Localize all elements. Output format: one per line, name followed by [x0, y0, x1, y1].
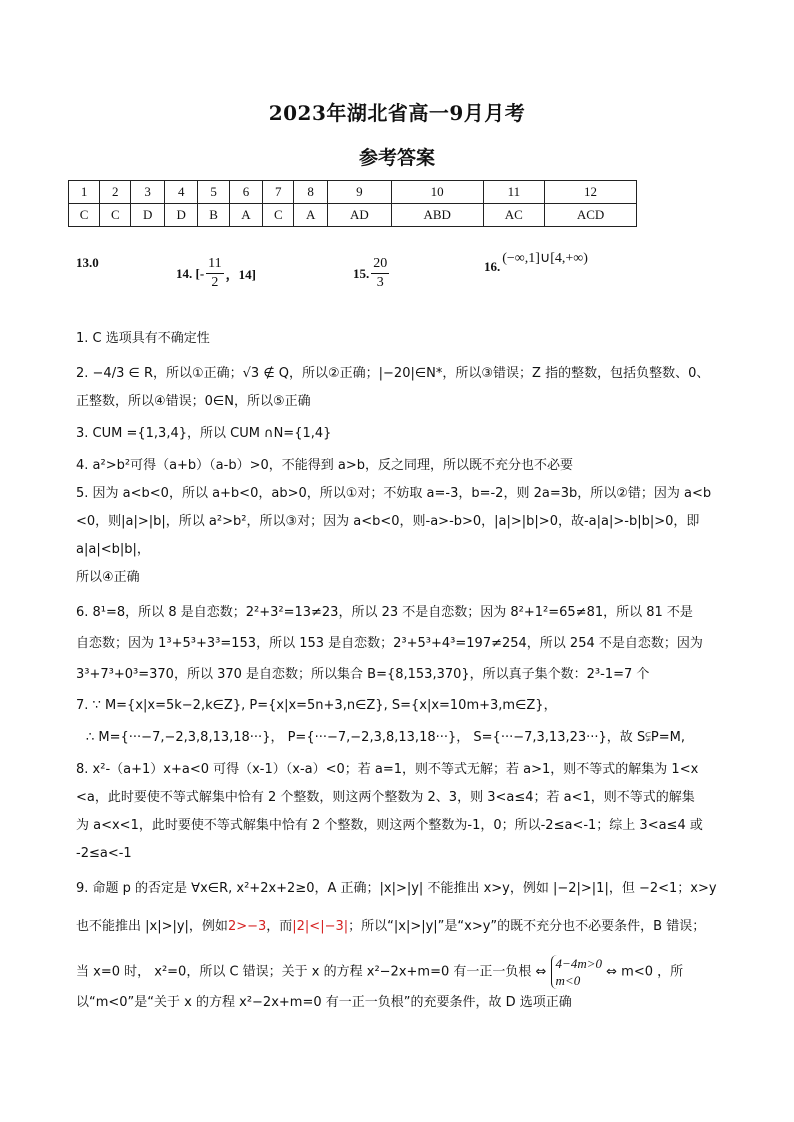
- answer-15-denominator: 3: [376, 275, 384, 290]
- answer-14: [176, 255, 256, 292]
- counterexample-2: |2|<|−3|: [292, 919, 349, 934]
- solution-6-line-2: 自恋数；因为 1³+5³+3³=153，所以 153 是自恋数；2³+5³+4³=197≠254，所以 254 不是自恋数；因为: [76, 636, 703, 651]
- question-number: 8: [294, 181, 328, 204]
- answer-cell: ACD: [545, 204, 637, 227]
- answer-16-prefix: 16.: [484, 258, 501, 274]
- answer-14-numerator: 11: [206, 255, 223, 274]
- inequality-2: m<0: [555, 973, 581, 988]
- answer-15: [353, 255, 391, 292]
- solution-7-line-1: 7. ∵ M={x|x=5k−2,k∈Z}, P={x|x=5n+3,n∈Z}, S={x|x=10m+3,m∈Z}，: [76, 698, 557, 713]
- answer-13-text: 13.0: [76, 255, 99, 270]
- answer-16-value: (−∞,1]∪[4,+∞): [502, 251, 588, 266]
- question-number: 9: [327, 181, 391, 204]
- solution-5-line-3: 所以④正确: [76, 570, 140, 585]
- question-number: 10: [391, 181, 483, 204]
- solution-9-line-3: [76, 955, 722, 989]
- inequality-1: 4−4m>0: [555, 956, 602, 971]
- solution-3: 3. CUM ={1,3,4}，所以 CUM ∩N={1,4}: [76, 426, 332, 441]
- solution-9-line-2: [76, 913, 722, 941]
- solution-2-line-1: 2. −4/3 ∈ R，所以①正确；√3 ∉ Q，所以②正确；|−20|∈N*，所以③错误；Z 指的整数，包括负整数、0、: [76, 366, 710, 381]
- answer-13: [76, 255, 99, 271]
- answer-cell: A: [294, 204, 328, 227]
- solution-9-line-4: 以“m<0”是“关于 x 的方程 x²−2x+m=0 有一正一负根”的充要条件，故 D 选项正确: [76, 995, 572, 1010]
- solution-8-line-4: -2≤a<-1: [76, 846, 132, 861]
- solution-5-line-1: 5. 因为 a<b<0，所以 a+b<0，ab>0，所以①对；不妨取 a=-3，b=-2，则 2a=3b，所以②错；因为 a<b: [76, 486, 712, 501]
- question-number: 3: [131, 181, 165, 204]
- solutions-block: [76, 325, 722, 1017]
- answer-14-prefix: 14. [-: [176, 265, 205, 281]
- answer-15-prefix: 15.: [353, 265, 370, 281]
- question-number: 12: [545, 181, 637, 204]
- solution-9-line-3-part-1: 当 x=0 时， x²=0，所以 C 错误；关于 x 的方程 x²−2x+m=0 有一正一负根 ⇔: [76, 964, 547, 980]
- answer-cell: A: [229, 204, 263, 227]
- question-number: 1: [69, 181, 100, 204]
- answer-cell: AD: [327, 204, 391, 227]
- question-number: 5: [198, 181, 229, 204]
- question-number: 11: [483, 181, 545, 204]
- answer-cell: ABD: [391, 204, 483, 227]
- solution-7-line-2: ∴ M={···−7,−2,3,8,13,18···}， P={···−7,−2,3,8,13,18···}， S={···−7,3,13,23···}，故 S⫋P=M,: [86, 730, 685, 745]
- solution-8-line-3: 为 a<x<1，此时要使不等式解集中恰有 2 个整数，则这两个整数为-1，0；所以-2≤a<-1；综上 3<a≤4 或: [76, 818, 703, 833]
- inequality-system: [551, 955, 602, 989]
- answer-cell: C: [100, 204, 131, 227]
- solution-9-line-2-part-2: ，而: [266, 919, 293, 934]
- answer-14-suffix: ，14]: [225, 267, 256, 282]
- solution-9-line-1: 9. 命题 p 的否定是 ∀x∈R, x²+2x+2≥0，A 正确；|x|>|y| 不能推出 x>y，例如 |−2|>|1|，但 −2<1；x>y: [76, 881, 717, 896]
- solution-9-line-2-part-3: ；所以“|x|>|y|”是“x>y”的既不充分也不必要条件，B 错误；: [348, 919, 706, 934]
- answer-15-fraction: [371, 255, 389, 292]
- counterexample-1: 2>−3: [227, 919, 267, 934]
- answer-cell: D: [131, 204, 165, 227]
- answer-cell: B: [198, 204, 229, 227]
- solution-1: 1. C 选项具有不确定性: [76, 331, 210, 346]
- solution-4: 4. a²>b²可得（a+b）（a-b）>0，不能得到 a>b，反之同理，所以既不充分也不必要: [76, 458, 573, 473]
- answer-14-fraction: [206, 255, 223, 292]
- answer-cell: C: [69, 204, 100, 227]
- solution-8-line-2: <a，此时要使不等式解集中恰有 2 个整数，则这两个整数为 2、3，则 3<a≤4；若 a<1，则不等式的解集: [76, 790, 695, 805]
- question-number: 2: [100, 181, 131, 204]
- answer-table-number-row: [69, 181, 637, 204]
- answer-16: [484, 251, 588, 275]
- solution-9-line-2-part-1: 也不能推出 |x|>|y|，例如: [76, 919, 228, 934]
- answer-cell: AC: [483, 204, 545, 227]
- solution-6-line-3: 3³+7³+0³=370，所以 370 是自恋数；所以集合 B={8,153,370}，所以真子集个数：2³-1=7 个: [76, 667, 650, 682]
- answer-cell: C: [263, 204, 294, 227]
- answer-14-denominator: 2: [211, 275, 219, 290]
- answer-cell: D: [164, 204, 198, 227]
- question-number: 6: [229, 181, 263, 204]
- answer-table: [68, 180, 637, 227]
- solution-5-line-2: <0，则|a|>|b|，所以 a²>b²，所以③对；因为 a<b<0，则-a>-b>0，|a|>|b|>0，故-a|a|>-b|b|>0，即 a|a|<b|b|，: [76, 514, 700, 557]
- page-title: 2023年湖北省高一9月月考: [268, 101, 526, 125]
- question-number: 7: [263, 181, 294, 204]
- answer-table-answer-row: [69, 204, 637, 227]
- page-subtitle: 参考答案: [358, 147, 435, 169]
- solution-2-line-2: 正整数，所以④错误；0∈N，所以⑤正确: [76, 394, 311, 409]
- solution-6-line-1: 6. 8¹=8，所以 8 是自恋数；2²+3²=13≠23，所以 23 不是自恋数；因为 8²+1²=65≠81，所以 81 不是: [76, 605, 693, 620]
- solution-9-line-3-part-2: ⇔ m<0 ，所: [606, 964, 684, 980]
- question-number: 4: [164, 181, 198, 204]
- answer-15-numerator: 20: [371, 255, 389, 274]
- solution-8-line-1: 8. x²-（a+1）x+a<0 可得（x-1）（x-a）<0；若 a=1，则不等式无解；若 a>1，则不等式的解集为 1<x: [76, 762, 699, 777]
